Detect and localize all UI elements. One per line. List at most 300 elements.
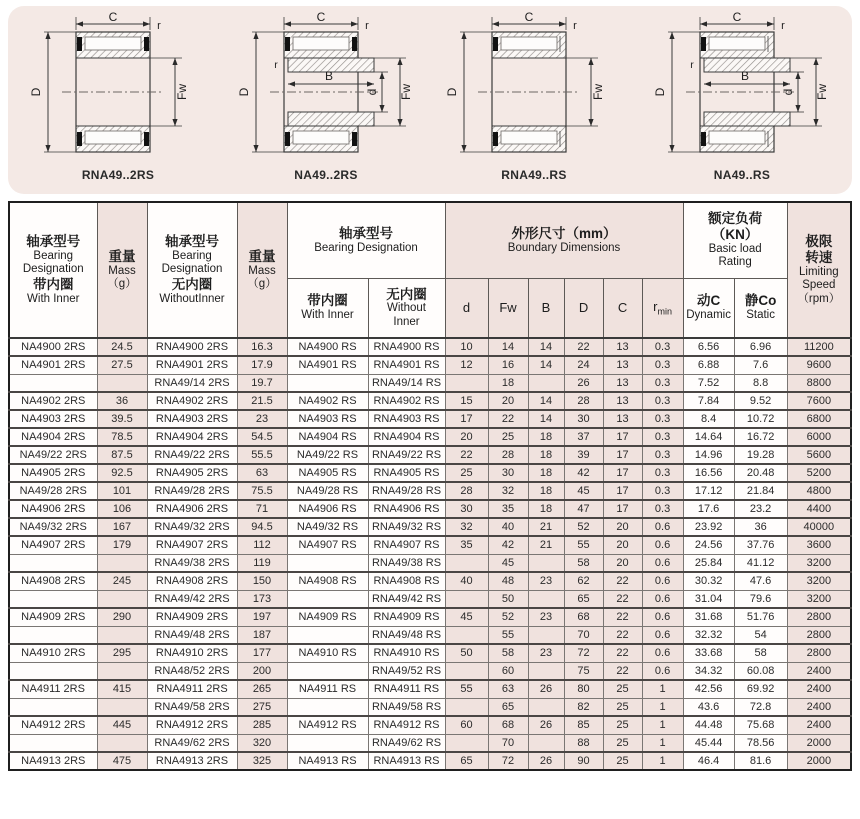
cell: RNA4910 RS (368, 644, 445, 662)
cell: NA4900 RS (287, 338, 368, 356)
cell: 19.7 (237, 374, 287, 392)
cell: 2000 (787, 734, 851, 752)
cell: RNA49/22 2RS (147, 446, 237, 464)
cell (287, 554, 368, 572)
cell: 16.56 (683, 464, 734, 482)
cell: RNA4909 2RS (147, 608, 237, 626)
cell: 23 (528, 608, 564, 626)
cell (528, 662, 564, 680)
cell: 22 (603, 590, 642, 608)
cell: RNA4905 2RS (147, 464, 237, 482)
cell: 4400 (787, 500, 851, 518)
cell: 75 (564, 662, 603, 680)
cell: NA4904 RS (287, 428, 368, 446)
cell: RNA4913 2RS (147, 752, 237, 770)
cell: 33.68 (683, 644, 734, 662)
cell (287, 590, 368, 608)
cell: 3200 (787, 554, 851, 572)
cell: RNA4907 RS (368, 536, 445, 554)
cell: 44.48 (683, 716, 734, 734)
cell: 75.5 (237, 482, 287, 500)
cell: 13 (603, 356, 642, 374)
cell (9, 698, 97, 716)
cell: 14.64 (683, 428, 734, 446)
table-row (9, 752, 851, 770)
table-row (9, 644, 851, 662)
cell: 13 (603, 374, 642, 392)
cell (445, 662, 488, 680)
cell: 36 (97, 392, 147, 410)
dim-label: D (237, 87, 251, 97)
cell: 0.6 (642, 590, 683, 608)
cell: 25 (603, 680, 642, 698)
cell: 2800 (787, 608, 851, 626)
header-with-inner-rs: 带内圈 With Inner (287, 278, 368, 338)
table-row (9, 626, 851, 644)
cell: 22 (603, 626, 642, 644)
cell: NA49/22 RS (287, 446, 368, 464)
header-designation-without-inner-2rs: 轴承型号 Bearing Designation 无内圈 WithoutInner (147, 202, 237, 338)
cell: 51.76 (734, 608, 787, 626)
cell (528, 374, 564, 392)
bearing-cross-section-drawing (642, 10, 842, 170)
cell: 16.72 (734, 428, 787, 446)
cell (445, 554, 488, 572)
dim-label: r (365, 20, 369, 32)
dim-label: Fw (815, 84, 829, 100)
cell: 25 (603, 752, 642, 770)
cell: 12 (445, 356, 488, 374)
header-designation-with-inner-2rs: 轴承型号 Bearing Designation 带内圈 With Inner (9, 202, 97, 338)
dim-label: d (781, 88, 795, 96)
dim-label: C (108, 10, 118, 24)
cell: NA4913 RS (287, 752, 368, 770)
cell: 2400 (787, 716, 851, 734)
cell: 65 (488, 698, 528, 716)
cell: 40 (488, 518, 528, 536)
cell: NA4906 2RS (9, 500, 97, 518)
cell (287, 626, 368, 644)
cell: 55 (445, 680, 488, 698)
cell: 32 (488, 482, 528, 500)
cell: 5200 (787, 464, 851, 482)
dim-label: Fw (591, 84, 605, 100)
cell: 19.28 (734, 446, 787, 464)
cell: RNA4910 2RS (147, 644, 237, 662)
cell: 2800 (787, 626, 851, 644)
cell: RNA49/62 2RS (147, 734, 237, 752)
cell: 106 (97, 500, 147, 518)
cell: RNA4901 2RS (147, 356, 237, 374)
cell: 58 (488, 644, 528, 662)
cell: 325 (237, 752, 287, 770)
cell: 72 (488, 752, 528, 770)
dim-label: D (445, 87, 459, 97)
cell: 173 (237, 590, 287, 608)
cell: 0.6 (642, 572, 683, 590)
cell: 17 (603, 428, 642, 446)
cell: 65 (564, 590, 603, 608)
cell: 68 (488, 716, 528, 734)
cell: 17 (603, 464, 642, 482)
cell: RNA49/42 2RS (147, 590, 237, 608)
cell: 42 (564, 464, 603, 482)
cell: NA4908 2RS (9, 572, 97, 590)
cell: 11200 (787, 338, 851, 356)
cell: 3600 (787, 536, 851, 554)
cell: 68 (564, 608, 603, 626)
cell: RNA4903 2RS (147, 410, 237, 428)
cell (445, 590, 488, 608)
table-row (9, 608, 851, 626)
cell: 1 (642, 680, 683, 698)
table-row (9, 536, 851, 554)
cell (445, 374, 488, 392)
cell: 15 (445, 392, 488, 410)
cell: 60 (445, 716, 488, 734)
cell (528, 698, 564, 716)
cell: RNA4903 RS (368, 410, 445, 428)
cell: 39 (564, 446, 603, 464)
bearing-cross-section-drawing (18, 10, 218, 170)
dim-label: C (524, 10, 534, 24)
cell: RNA49/28 RS (368, 482, 445, 500)
cell: 9600 (787, 356, 851, 374)
cell: 85 (564, 716, 603, 734)
cell: RNA49/48 RS (368, 626, 445, 644)
bearing-cross-section-drawing (434, 10, 634, 170)
cell: 39.5 (97, 410, 147, 428)
cell: 22 (445, 446, 488, 464)
cell: 25 (445, 464, 488, 482)
cell: RNA4900 RS (368, 338, 445, 356)
cell (287, 734, 368, 752)
cell: NA4900 2RS (9, 338, 97, 356)
cell: 245 (97, 572, 147, 590)
cell: NA4907 RS (287, 536, 368, 554)
cell: 22 (603, 644, 642, 662)
cell: 92.5 (97, 464, 147, 482)
cell: NA4904 2RS (9, 428, 97, 446)
dim-label: B (740, 69, 750, 83)
cell: 21.5 (237, 392, 287, 410)
cell: 54 (734, 626, 787, 644)
cell: 1 (642, 734, 683, 752)
table-row (9, 410, 851, 428)
cell: 0.6 (642, 644, 683, 662)
cell: 0.6 (642, 518, 683, 536)
cell: RNA49/58 2RS (147, 698, 237, 716)
cell: 9.52 (734, 392, 787, 410)
cell: 54.5 (237, 428, 287, 446)
table-row (9, 590, 851, 608)
header-dim-fw: Fw (488, 278, 528, 338)
table-row (9, 338, 851, 356)
bearing-diagram-rna49-rs (432, 10, 636, 182)
cell: 37 (564, 428, 603, 446)
cell (97, 662, 147, 680)
cell: 275 (237, 698, 287, 716)
cell: 0.3 (642, 374, 683, 392)
header-dim-D: D (564, 278, 603, 338)
dim-label: r (157, 20, 161, 32)
cell: 197 (237, 608, 287, 626)
dim-label: r (573, 20, 577, 32)
cell: 167 (97, 518, 147, 536)
cell: 50 (445, 644, 488, 662)
cell: 25 (488, 428, 528, 446)
cell (97, 554, 147, 572)
cell: 32.32 (683, 626, 734, 644)
cell: 52 (488, 608, 528, 626)
bearing-diagram-na49-rs (640, 10, 844, 182)
cell: 8800 (787, 374, 851, 392)
cell: 20 (488, 392, 528, 410)
cell: 7600 (787, 392, 851, 410)
cell: 20 (603, 518, 642, 536)
cell: 0.3 (642, 356, 683, 374)
cell: 101 (97, 482, 147, 500)
dim-label: C (732, 10, 742, 24)
cell: 6000 (787, 428, 851, 446)
cell: RNA4907 2RS (147, 536, 237, 554)
cell: 1 (642, 716, 683, 734)
cell: 2000 (787, 752, 851, 770)
cell: 21.84 (734, 482, 787, 500)
cell: 21 (528, 536, 564, 554)
cell: RNA4902 2RS (147, 392, 237, 410)
cell: RNA49/42 RS (368, 590, 445, 608)
cell: RNA4908 RS (368, 572, 445, 590)
cell: 7.84 (683, 392, 734, 410)
cell: 18 (528, 500, 564, 518)
cell: NA4910 2RS (9, 644, 97, 662)
cell: 32 (445, 518, 488, 536)
cell: RNA49/38 RS (368, 554, 445, 572)
cell: 30 (445, 500, 488, 518)
cell: 23 (528, 572, 564, 590)
cell: 14 (528, 410, 564, 428)
diagram-caption: RNA49..RS (501, 168, 567, 182)
header-basic-load-rating-group: 额定负荷 （KN） Basic load Rating (683, 202, 787, 278)
table-row (9, 392, 851, 410)
cell: 40 (445, 572, 488, 590)
table-row (9, 698, 851, 716)
cell: 35 (488, 500, 528, 518)
cell: RNA49/48 2RS (147, 626, 237, 644)
dim-label: r (781, 20, 785, 32)
cell: 88 (564, 734, 603, 752)
header-mass-1: 重量 Mass （g） (97, 202, 147, 338)
table-row (9, 464, 851, 482)
cell: 28 (564, 392, 603, 410)
cell: 41.12 (734, 554, 787, 572)
cell: 17.9 (237, 356, 287, 374)
cell: 17 (603, 482, 642, 500)
table-row (9, 662, 851, 680)
cell: RNA4901 RS (368, 356, 445, 374)
cell: 3200 (787, 590, 851, 608)
cell: 47 (564, 500, 603, 518)
cell: 27.5 (97, 356, 147, 374)
diagram-caption: NA49..RS (713, 168, 771, 182)
cell: 55 (564, 536, 603, 554)
cell: 177 (237, 644, 287, 662)
header-dim-b: B (528, 278, 564, 338)
cell (445, 698, 488, 716)
dim-label: r (274, 59, 278, 71)
cell: 26 (564, 374, 603, 392)
cell: 72 (564, 644, 603, 662)
table-row (9, 428, 851, 446)
cell: 40000 (787, 518, 851, 536)
cell: RNA4904 2RS (147, 428, 237, 446)
table-row (9, 572, 851, 590)
cell: 58 (734, 644, 787, 662)
cell: 5600 (787, 446, 851, 464)
cell: NA49/22 2RS (9, 446, 97, 464)
cell: NA4910 RS (287, 644, 368, 662)
cell: 20 (445, 428, 488, 446)
dim-label: d (365, 88, 379, 96)
cell: 79.6 (734, 590, 787, 608)
dim-label: Fw (399, 84, 413, 100)
cell: 18 (528, 446, 564, 464)
cell: 13 (603, 392, 642, 410)
cell: 72.8 (734, 698, 787, 716)
cell: 60 (488, 662, 528, 680)
cell: 21 (528, 518, 564, 536)
cell: 78.56 (734, 734, 787, 752)
cell: RNA4911 RS (368, 680, 445, 698)
cell: 290 (97, 608, 147, 626)
cell: 42 (488, 536, 528, 554)
cell: 10 (445, 338, 488, 356)
cell: 36 (734, 518, 787, 536)
cell: RNA49/32 RS (368, 518, 445, 536)
cell: 35 (445, 536, 488, 554)
cell: RNA4902 RS (368, 392, 445, 410)
cell: 16.3 (237, 338, 287, 356)
cell: 415 (97, 680, 147, 698)
cell: 445 (97, 716, 147, 734)
table-row (9, 554, 851, 572)
cell: NA4901 RS (287, 356, 368, 374)
table-row (9, 446, 851, 464)
cell (97, 698, 147, 716)
cell: 45 (488, 554, 528, 572)
cell: 81.6 (734, 752, 787, 770)
cell: 0.3 (642, 410, 683, 428)
table-row (9, 482, 851, 500)
cell: NA4901 2RS (9, 356, 97, 374)
bearing-diagram-rna49-2rs (16, 10, 220, 182)
cell: 43.6 (683, 698, 734, 716)
cell: 14 (528, 338, 564, 356)
cell: 25 (603, 716, 642, 734)
cell (528, 626, 564, 644)
cell: NA49/32 2RS (9, 518, 97, 536)
cell: 179 (97, 536, 147, 554)
cell (9, 626, 97, 644)
cell (528, 734, 564, 752)
header-mass-2: 重量 Mass （g） (237, 202, 287, 338)
cell: 71 (237, 500, 287, 518)
cell (445, 626, 488, 644)
cell: RNA49/32 2RS (147, 518, 237, 536)
cell: NA4911 2RS (9, 680, 97, 698)
cell: 265 (237, 680, 287, 698)
cell: NA4912 RS (287, 716, 368, 734)
cell: 42.56 (683, 680, 734, 698)
cell: 1 (642, 698, 683, 716)
cell: RNA49/52 RS (368, 662, 445, 680)
cell: 23 (237, 410, 287, 428)
cell: 30 (564, 410, 603, 428)
cell: RNA4906 2RS (147, 500, 237, 518)
cell: 200 (237, 662, 287, 680)
cell: 75.68 (734, 716, 787, 734)
cell (9, 590, 97, 608)
cell: 17 (603, 500, 642, 518)
cell (97, 626, 147, 644)
bearing-diagram-panel (8, 6, 852, 194)
cell: 0.3 (642, 446, 683, 464)
cell: 52 (564, 518, 603, 536)
cell: 26 (528, 716, 564, 734)
table-row (9, 716, 851, 734)
table-row (9, 680, 851, 698)
cell: 6.56 (683, 338, 734, 356)
cell: NA4912 2RS (9, 716, 97, 734)
cell (528, 554, 564, 572)
cell: 28 (445, 482, 488, 500)
cell (97, 374, 147, 392)
cell: NA4908 RS (287, 572, 368, 590)
cell: 20.48 (734, 464, 787, 482)
spec-table (8, 201, 852, 771)
dim-label: B (324, 69, 334, 83)
cell: NA49/32 RS (287, 518, 368, 536)
cell: RNA4906 RS (368, 500, 445, 518)
cell (9, 554, 97, 572)
dim-label: r (690, 59, 694, 71)
cell: NA4911 RS (287, 680, 368, 698)
cell: 16 (488, 356, 528, 374)
cell: 18 (528, 464, 564, 482)
cell: 17.12 (683, 482, 734, 500)
cell: 0.3 (642, 428, 683, 446)
cell: NA49/28 2RS (9, 482, 97, 500)
header-dim-c: C (603, 278, 642, 338)
cell: 0.3 (642, 500, 683, 518)
header-limiting-speed: 极限 转速 Limiting Speed （rpm） (787, 202, 851, 338)
table-row (9, 356, 851, 374)
cell: 112 (237, 536, 287, 554)
cell: 14.96 (683, 446, 734, 464)
cell (287, 374, 368, 392)
cell: 6.96 (734, 338, 787, 356)
cell: 47.6 (734, 572, 787, 590)
cell: 2400 (787, 698, 851, 716)
diagram-caption: NA49..2RS (294, 168, 358, 182)
cell: 475 (97, 752, 147, 770)
cell (287, 698, 368, 716)
cell (97, 734, 147, 752)
cell: 22 (603, 662, 642, 680)
cell: 62 (564, 572, 603, 590)
cell: 37.76 (734, 536, 787, 554)
